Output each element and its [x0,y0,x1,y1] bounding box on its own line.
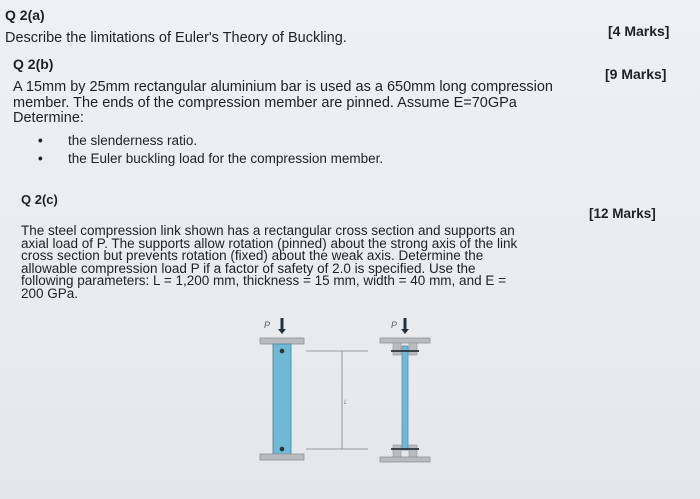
q2c-line-3: cross section but prevents rotation (fixed) about the weak axis. Determine the [21,248,484,264]
q2c-marks: [12 Marks] [589,206,656,221]
q2a-marks: [4 Marks] [608,23,670,39]
q2c-line-6: 200 GPa. [21,285,79,301]
load-label-right: P [391,320,398,330]
q2b-line-1: A 15mm by 25mm rectangular aluminium bar is used as a 650mm long compression [13,79,553,95]
pin-bottom-left [280,447,285,452]
q2c-line-5: following parameters: L = 1,200 mm, thickness = 15 mm, width = 40 mm, and E = [21,273,506,289]
q2a-heading: Q 2(a) [5,7,45,23]
load-arrow-right [401,318,409,334]
q2b-line-2: member. The ends of the compression member are pinned. Assume E=70GPa [13,95,517,111]
link-bar-left [273,344,291,454]
bottom-support-right [380,457,430,462]
q2b-line-3: Determine: [13,110,84,126]
load-label-left: P [264,320,271,330]
bullet-icon: • [38,133,43,148]
q2b-bullet-1-text: the slenderness ratio. [68,133,198,148]
dimension-l [306,351,368,449]
q2b-bullet-1 [38,133,197,148]
q2b-marks: [9 Marks] [605,66,667,82]
q2c-body [21,225,681,301]
q2c-heading: Q 2(c) [21,192,58,207]
q2a-text: Describe the limitations of Euler's Theory of Buckling. [5,30,347,46]
top-support-left [260,338,304,344]
q2c-line-2: axial load of P. The supports allow rotation (pinned) about the strong axis of the link [21,235,518,251]
q2c-line-4: allowable compression load P if a factor of safety of 2.0 is specified. Use the [21,260,476,276]
link-bar-right [402,346,408,450]
load-arrow-left [278,318,286,334]
q2b-bullet-2 [38,151,383,166]
compression-link-figure [250,310,450,485]
q2c-line-1: The steel compression link shown has a rectangular cross section and supports an [21,223,515,238]
bullet-icon: • [38,151,43,166]
q2b-bullet-2-text: the Euler buckling load for the compression member. [68,151,384,166]
dimension-label: L [344,400,348,406]
q2b-heading: Q 2(b) [13,56,54,72]
pin-top-left [280,349,285,354]
right-link-view [380,318,430,462]
left-link-view [260,318,304,460]
top-support-right [380,338,430,343]
bottom-support-left [260,454,304,460]
